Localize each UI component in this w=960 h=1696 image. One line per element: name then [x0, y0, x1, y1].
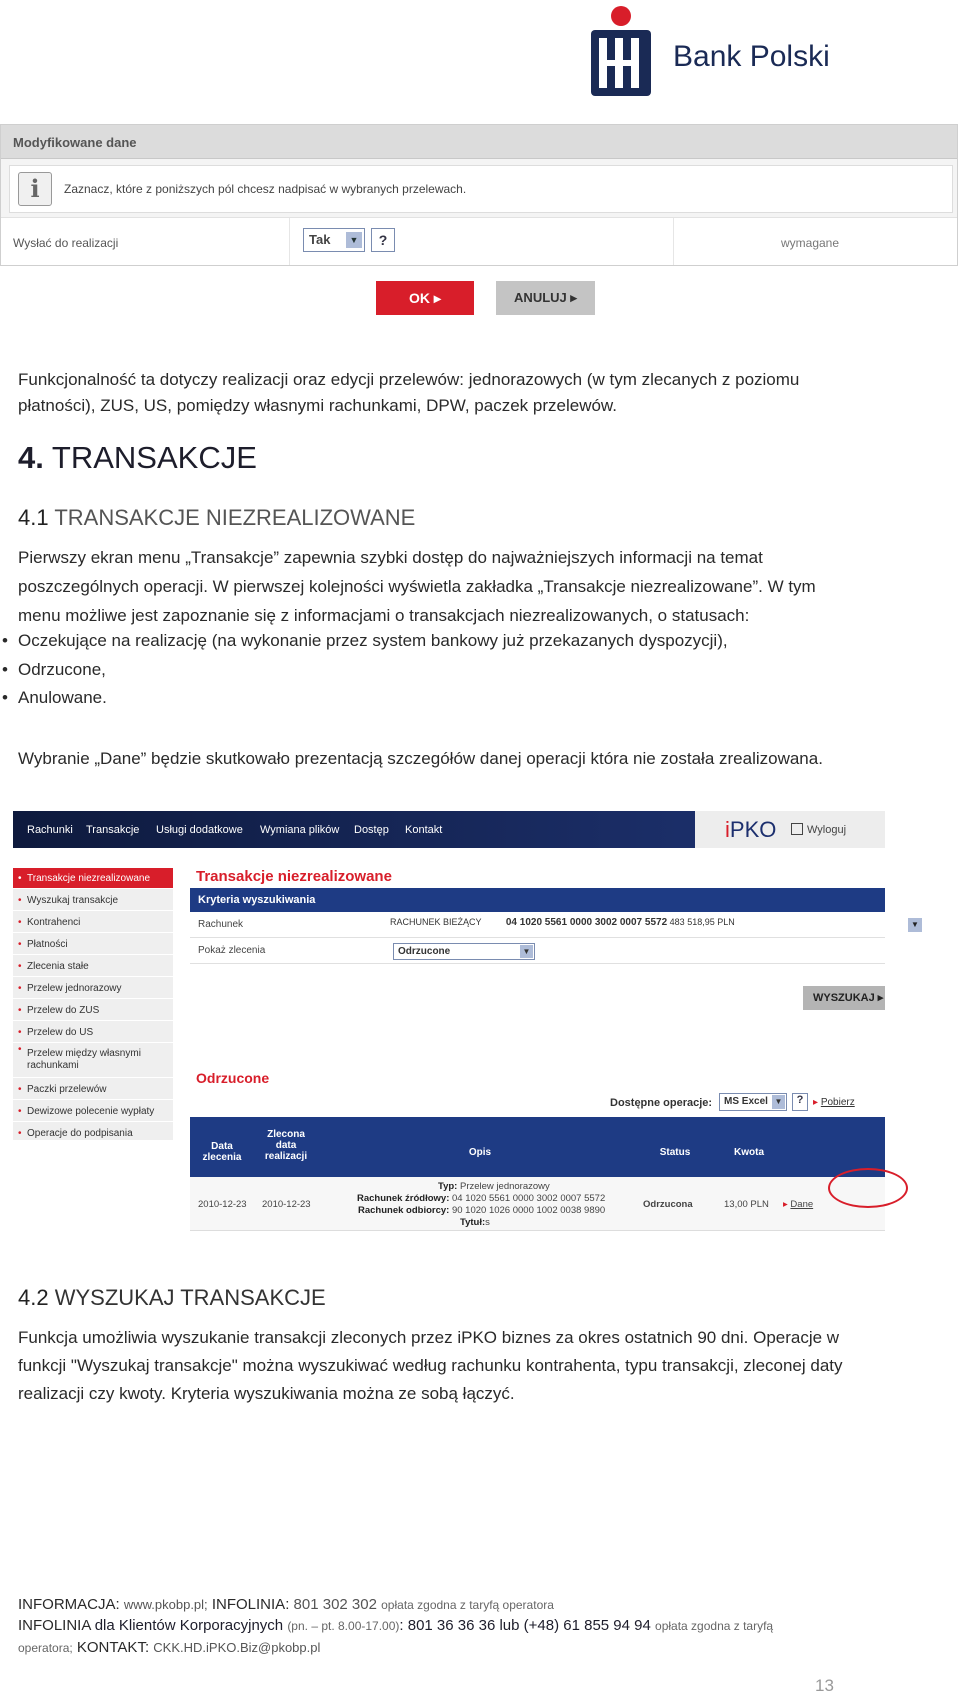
body-line: Pierwszy ekran menu „Transakcje” zapewnia szybki dostęp do najważniejszych informacji na temat: [18, 548, 763, 567]
account-row: [190, 912, 919, 938]
details-label: Dane: [790, 1199, 814, 1210]
divider: [289, 218, 290, 265]
logout-icon[interactable]: [791, 823, 803, 835]
body-line: Funkcja umożliwia wyszukanie transakcji zleconych przez iPKO biznes za okres ostatnich 90 dni. Operacje w: [18, 1328, 840, 1347]
send-select-value: Tak: [309, 232, 331, 247]
footer-line-2: [18, 1617, 773, 1634]
ok-button[interactable]: [376, 281, 474, 315]
section-heading: [18, 440, 257, 476]
cell-date: 2010-12-23: [198, 1199, 247, 1210]
chevron-down-icon[interactable]: ▼: [908, 918, 922, 932]
subsection-title: TRANSAKCJE NIEZREALIZOWANE: [54, 505, 416, 530]
intro-line: Funkcjonalność ta dotyczy realizacji oraz edycji przelewów: jednorazowych (w tym zlecanych z poziomu: [18, 370, 800, 389]
search-button[interactable]: [803, 986, 885, 1010]
ipko-logo: [725, 817, 776, 843]
sidebar-item-single-transfer[interactable]: • Przelew jednorazowy: [13, 978, 173, 999]
cell-status: Odrzucona: [643, 1199, 693, 1210]
nav-item-transactions[interactable]: Transakcje: [86, 824, 140, 836]
table-header: [190, 1117, 885, 1177]
account-label: Rachunek: [198, 919, 244, 930]
chevron-down-icon[interactable]: ▼: [520, 945, 533, 958]
criteria-title: Kryteria wyszukiwania: [198, 894, 316, 906]
table-row: [190, 1177, 885, 1231]
chevron-right-icon: ▸: [813, 1097, 819, 1108]
info-link[interactable]: www.pkobp.pl;: [123, 1597, 208, 1612]
col-amount: Kwota: [734, 1147, 764, 1158]
ipko-logo-i: i: [725, 817, 730, 842]
info-icon: i: [18, 172, 52, 206]
corp-label: INFOLINIA: [18, 1617, 91, 1634]
ops-label: Dostępne operacje:: [610, 1097, 713, 1109]
help-button[interactable]: ?: [371, 228, 395, 252]
intro-line: płatności), ZUS, US, pomiędzy własnymi rachunkami, DPW, paczek przelewów.: [18, 396, 617, 415]
ok-label: OK: [409, 290, 431, 306]
page-number: 13: [815, 1676, 834, 1695]
sidebar-item-zus-transfer[interactable]: • Przelew do ZUS: [13, 1000, 173, 1021]
panel-title: Modyfikowane dane: [13, 135, 137, 150]
modified-data-panel: [0, 124, 958, 266]
subsection-title: WYSZUKAJ TRANSAKCJE: [54, 1285, 326, 1310]
fee-note: opłata zgodna z taryfą operatora: [381, 1598, 554, 1612]
title-value: s: [485, 1217, 490, 1228]
col-ordered: Zlecona data realizacji: [264, 1129, 308, 1162]
body-line: realizacji czy kwoty. Kryteria wyszukiwania można ze sobą łączyć.: [18, 1384, 515, 1403]
footer-line-3: [18, 1639, 320, 1656]
page-title: Transakcje niezrealizowane: [196, 868, 392, 885]
subsection-heading: [18, 1285, 326, 1311]
filter-value: Odrzucone: [398, 946, 451, 957]
top-nav: [13, 811, 885, 848]
account-select[interactable]: [390, 917, 790, 933]
contact-email[interactable]: CKK.HD.iPKO.Biz@pkobp.pl: [153, 1640, 321, 1655]
body-line: Wybranie „Dane” będzie skutkowało prezentacją szczegółów danej operacji która nie została zrealizowana.: [18, 749, 823, 768]
cancel-button[interactable]: [496, 281, 595, 315]
cell-source: [357, 1193, 605, 1204]
nav-item-file-exchange[interactable]: Wymiana plików: [260, 824, 340, 836]
fee-note: opłata zgodna z taryfą: [655, 1619, 774, 1633]
sidebar-item-unrealized[interactable]: • Transakcje niezrealizowane: [13, 868, 173, 889]
list-item-text: Oczekujące na realizację (na wykonanie przez system bankowy już przekazanych dyspozycji),: [18, 631, 728, 650]
cell-title: [460, 1217, 490, 1228]
title-label: Tytuł:: [460, 1217, 486, 1228]
hotline-label: INFOLINIA:: [211, 1596, 290, 1613]
destination-label: Rachunek odbiorcy:: [358, 1205, 450, 1216]
sidebar-item-own-transfer[interactable]: • Przelew między własnymi rachunkami: [13, 1044, 173, 1078]
source-label: Rachunek źródłowy:: [357, 1193, 450, 1204]
filter-select[interactable]: [393, 943, 535, 960]
send-select[interactable]: [303, 228, 365, 252]
chevron-right-icon: ▸: [570, 290, 577, 305]
nav-item-access[interactable]: Dostęp: [354, 824, 389, 836]
chevron-right-icon: ▸: [877, 992, 884, 1004]
info-text: Zaznacz, które z poniższych pól chcesz nadpisać w wybranych przelewach.: [64, 182, 467, 196]
section-title: TRANSAKCJE: [51, 440, 257, 475]
panel-header: [1, 125, 957, 159]
sidebar-item-foreign-payment[interactable]: • Dewizowe polecenie wypłaty: [13, 1101, 173, 1122]
body-line: poszczególnych operacji. W pierwszej kolejności wyświetla zakładka „Transakcje niezrealizowane”. W tym: [18, 577, 816, 596]
cell-amount: 13,00 PLN: [724, 1199, 769, 1210]
help-button[interactable]: ?: [792, 1093, 808, 1111]
brand-name: Bank Polski: [673, 40, 830, 73]
required-label: wymagane: [781, 236, 840, 250]
send-label: Wysłać do realizacji: [13, 236, 119, 250]
cell-ordered: 2010-12-23: [262, 1199, 311, 1210]
search-label: WYSZUKAJ: [813, 992, 875, 1004]
rejected-title: Odrzucone: [196, 1070, 270, 1086]
download-label: Pobierz: [820, 1097, 855, 1108]
send-row: [1, 217, 957, 265]
footer-line-1: [18, 1596, 554, 1613]
sidebar-item-search[interactable]: • Wyszukaj transakcje: [13, 890, 173, 911]
subsection-heading: [18, 505, 415, 531]
sidebar-item-packages[interactable]: • Paczki przelewów: [13, 1079, 173, 1100]
cell-destination: [358, 1205, 605, 1216]
account-number: 04 1020 5561 0000 3002 0007 5572: [505, 917, 668, 928]
contact-label: KONTAKT:: [76, 1639, 150, 1656]
sidebar: [13, 868, 173, 1140]
logout-link[interactable]: Wyloguj: [807, 824, 847, 836]
ipko-logo-text: PKO: [729, 817, 777, 842]
details-link[interactable]: [783, 1199, 813, 1210]
source-value: 04 1020 5561 0000 3002 0007 5572: [452, 1193, 606, 1204]
nav-item-services[interactable]: Usługi dodatkowe: [156, 824, 243, 836]
col-status: Status: [659, 1147, 691, 1158]
chevron-right-icon: ▸: [783, 1199, 788, 1210]
chevron-down-icon[interactable]: ▼: [346, 232, 362, 248]
sidebar-item-standing-orders[interactable]: • Zlecenia stałe: [13, 956, 173, 977]
nav-item-accounts[interactable]: Rachunki: [27, 824, 73, 836]
hotline-number: 801 302 302: [293, 1596, 377, 1613]
list-item-text: Anulowane.: [18, 688, 107, 707]
cancel-label: ANULUJ: [514, 290, 567, 305]
info-box: [9, 165, 953, 213]
type-value: Przelew jednorazowy: [460, 1181, 550, 1192]
highlight-ring: [828, 1168, 908, 1208]
list-item-text: Odrzucone,: [18, 660, 106, 679]
bank-logo: [585, 4, 830, 100]
section-number: 4.: [18, 440, 44, 475]
ops-value: MS Excel: [724, 1096, 768, 1107]
divider: [673, 218, 674, 265]
ipko-screenshot: [13, 811, 919, 1231]
corp-hours: (pn. – pt. 8.00-17.00): [287, 1619, 400, 1633]
col-date: Data zlecenia: [202, 1141, 242, 1163]
info-label: INFORMACJA:: [18, 1596, 120, 1613]
sidebar-item-to-sign[interactable]: • Operacje do podpisania: [13, 1123, 173, 1144]
sidebar-item-us-transfer[interactable]: • Przelew do US: [13, 1022, 173, 1043]
download-link[interactable]: [813, 1097, 855, 1108]
filter-label: Pokaż zlecenia: [198, 945, 266, 956]
corp-numbers: : 801 36 36 36 lub (+48) 61 855 94 94: [399, 1617, 651, 1634]
nav-right-area: [695, 811, 885, 848]
col-desc: Opis: [468, 1147, 492, 1158]
account-balance: 483 518,95 PLN: [669, 917, 735, 927]
subsection-number: 4.2: [18, 1285, 49, 1310]
filter-row: [190, 938, 885, 964]
sidebar-item-payments[interactable]: • Płatności: [13, 934, 173, 955]
corp-desc: dla Klientów Korporacyjnych: [94, 1617, 284, 1634]
body-line: funkcji "Wyszukaj transakcje" można wyszukiwać według rachunku kontrahenta, typu transakcji, zleconej daty: [18, 1356, 843, 1375]
type-label: Typ:: [438, 1181, 458, 1192]
sidebar-item-contractors[interactable]: • Kontrahenci: [13, 912, 173, 933]
pko-mark-icon: [585, 4, 671, 100]
ops-select[interactable]: [719, 1093, 787, 1111]
chevron-down-icon[interactable]: ▼: [772, 1095, 785, 1109]
cell-type: [438, 1181, 550, 1192]
chevron-right-icon: ▸: [433, 290, 441, 306]
subsection-number: 4.1: [18, 505, 49, 530]
body-line: menu możliwe jest zapoznanie się z informacjami o transakcjach niezrealizowanych, o statusach:: [18, 606, 750, 625]
nav-item-contact[interactable]: Kontakt: [405, 824, 443, 836]
account-name: RACHUNEK BIEŻĄCY: [390, 917, 482, 927]
criteria-header: [190, 888, 885, 912]
destination-value: 90 1020 1026 0000 1002 0038 9890: [451, 1205, 606, 1216]
operator-note: operatora;: [18, 1641, 73, 1655]
